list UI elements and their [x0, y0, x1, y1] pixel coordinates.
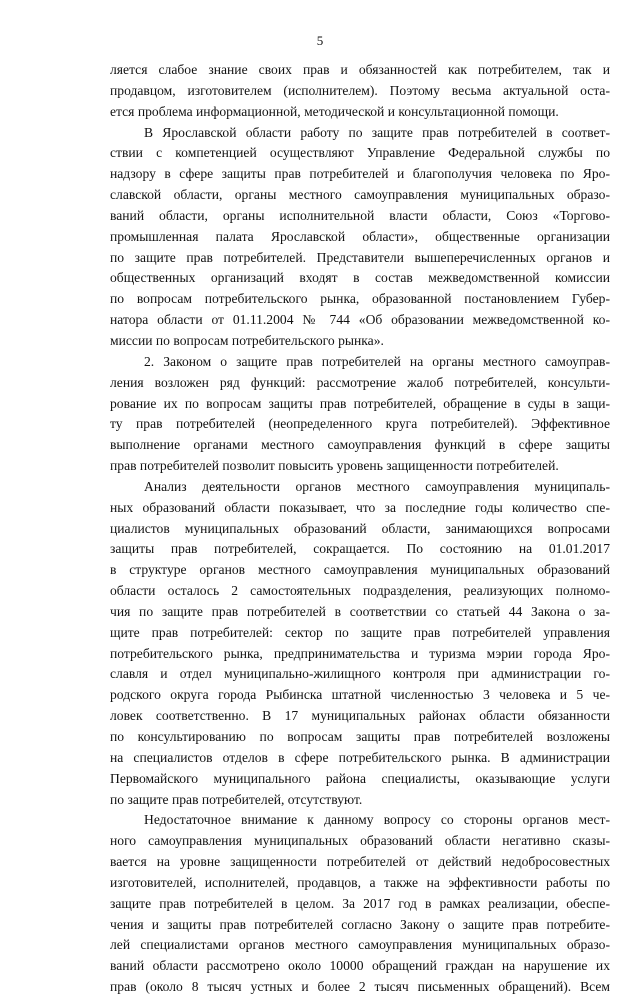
text-line: на специалистов отделов в сфере потребительского рынка. В администрации	[110, 749, 610, 765]
text-line: рование их по вопросам защиты прав потребителей, обращение в суды в защи-	[110, 395, 610, 411]
text-line: В Ярославской области работу по защите прав потребителей в соответ-	[144, 124, 610, 140]
text-line: ных образований области показывает, что за последние годы количество спе-	[110, 499, 610, 515]
text-line: ваний области рассмотрено около 10000 обращений граждан на нарушение их	[110, 958, 610, 974]
text-line: Первомайского муниципального района специалисты, оказывающие услуги	[110, 770, 610, 786]
text-line: чия по защите прав потребителей в соответствии со статьей 44 Закона о за-	[110, 603, 610, 619]
text-line: ного самоуправления муниципальных образований области негативно сказы-	[110, 833, 610, 849]
text-line: натора области от 01.11.2004 № 744 «Об образовании межведомственной ко-	[110, 312, 610, 328]
text-line: продавцом, изготовителем (исполнителем). Поэтому весьма актуальной оста-	[110, 82, 610, 98]
page-number: 5	[316, 33, 324, 48]
text-line: Недостаточное внимание к данному вопросу со стороны органов мест-	[144, 812, 610, 828]
text-line: ления возложен ряд функций: рассмотрение жалоб потребителей, консульти-	[110, 374, 610, 390]
text-line: 2. Законом о защите прав потребителей на органы местного самоуправ-	[144, 353, 610, 369]
text-line: циалистов муниципальных образований области, занимающихся вопросами	[110, 520, 610, 536]
text-line: промышленная палата Ярославской области», общественные организации	[110, 228, 610, 244]
document-body	[110, 60, 610, 998]
text-line: лей специалистами органов местного самоуправления муниципальных образо-	[110, 937, 610, 953]
text-line: по вопросам потребительского рынка, образованной постановлением Губер-	[110, 291, 610, 307]
text-line: ваний области, органы исполнительной власти области, Союз «Торгово-	[110, 207, 610, 223]
text-line: по защите прав потребителей, отсутствуют.	[110, 791, 363, 807]
text-line: выполнение органами местного самоуправления функций в сфере защиты	[110, 437, 610, 453]
text-line: надзору в сфере защиты прав потребителей и благополучия человека по Яро-	[110, 166, 610, 182]
text-line: защиты прав потребителей, сокращается. По состоянию на 01.01.2017	[110, 541, 610, 557]
text-line: Анализ деятельности органов местного самоуправления муниципаль-	[144, 478, 610, 494]
text-line: по защите прав потребителей. Представители вышеперечисленных органов и	[110, 249, 610, 265]
text-line: прав (около 8 тысяч устных и более 2 тысяч письменных обращений). Всем	[110, 979, 610, 995]
text-line: родского округа города Рыбинска штатной численностью 3 человека и 5 че-	[110, 687, 610, 703]
text-line: вается на уровне защищенности потребителей от действий недобросовестных	[110, 854, 610, 870]
text-line: ловек соответственно. В 17 муниципальных районах области обязанности	[110, 708, 610, 724]
text-line: изготовителей, исполнителей, продавцов, а также на эффективности работы по	[110, 874, 610, 890]
text-line: ляется слабое знание своих прав и обязанностей как потребителем, так и	[110, 62, 610, 77]
text-line: славля и отдел муниципально-жилищного контроля при администрации го-	[110, 666, 610, 682]
text-line: ствии с компетенцией осуществляют Управление Федеральной службы по	[110, 145, 610, 161]
text-line: прав потребителей позволит повысить уровень защищенности потребителей.	[110, 458, 559, 474]
text-line: области осталось 2 самостоятельных подразделения, реализующих полномо-	[110, 583, 610, 599]
text-line: миссии по вопросам потребительского рынка».	[110, 332, 384, 348]
text-line: ется проблема информационной, методической и консультационной помощи.	[110, 103, 559, 119]
text-line: потребительского рынка, предпринимательства и туризма мэрии города Яро-	[110, 645, 610, 661]
text-line: общественных организаций входят в состав межведомственной комиссии	[110, 270, 610, 286]
text-line: чения и защиты прав потребителей согласно Закону о защите прав потребите-	[110, 916, 610, 932]
text-line: ту прав потребителей (неопределенного круга потребителей). Эффективное	[110, 416, 610, 432]
text-line: щите прав потребителей: сектор по защите прав потребителей управления	[110, 624, 610, 640]
text-line: защите прав потребителей в целом. За 2017 год в рамках реализации, обеспе-	[110, 895, 610, 911]
text-line: по консультированию по вопросам защиты прав потребителей возложены	[110, 729, 610, 744]
text-line: славской области, органы местного самоуправления муниципальных образо-	[110, 187, 610, 203]
text-line: в структуре органов местного самоуправления муниципальных образований	[110, 562, 610, 578]
